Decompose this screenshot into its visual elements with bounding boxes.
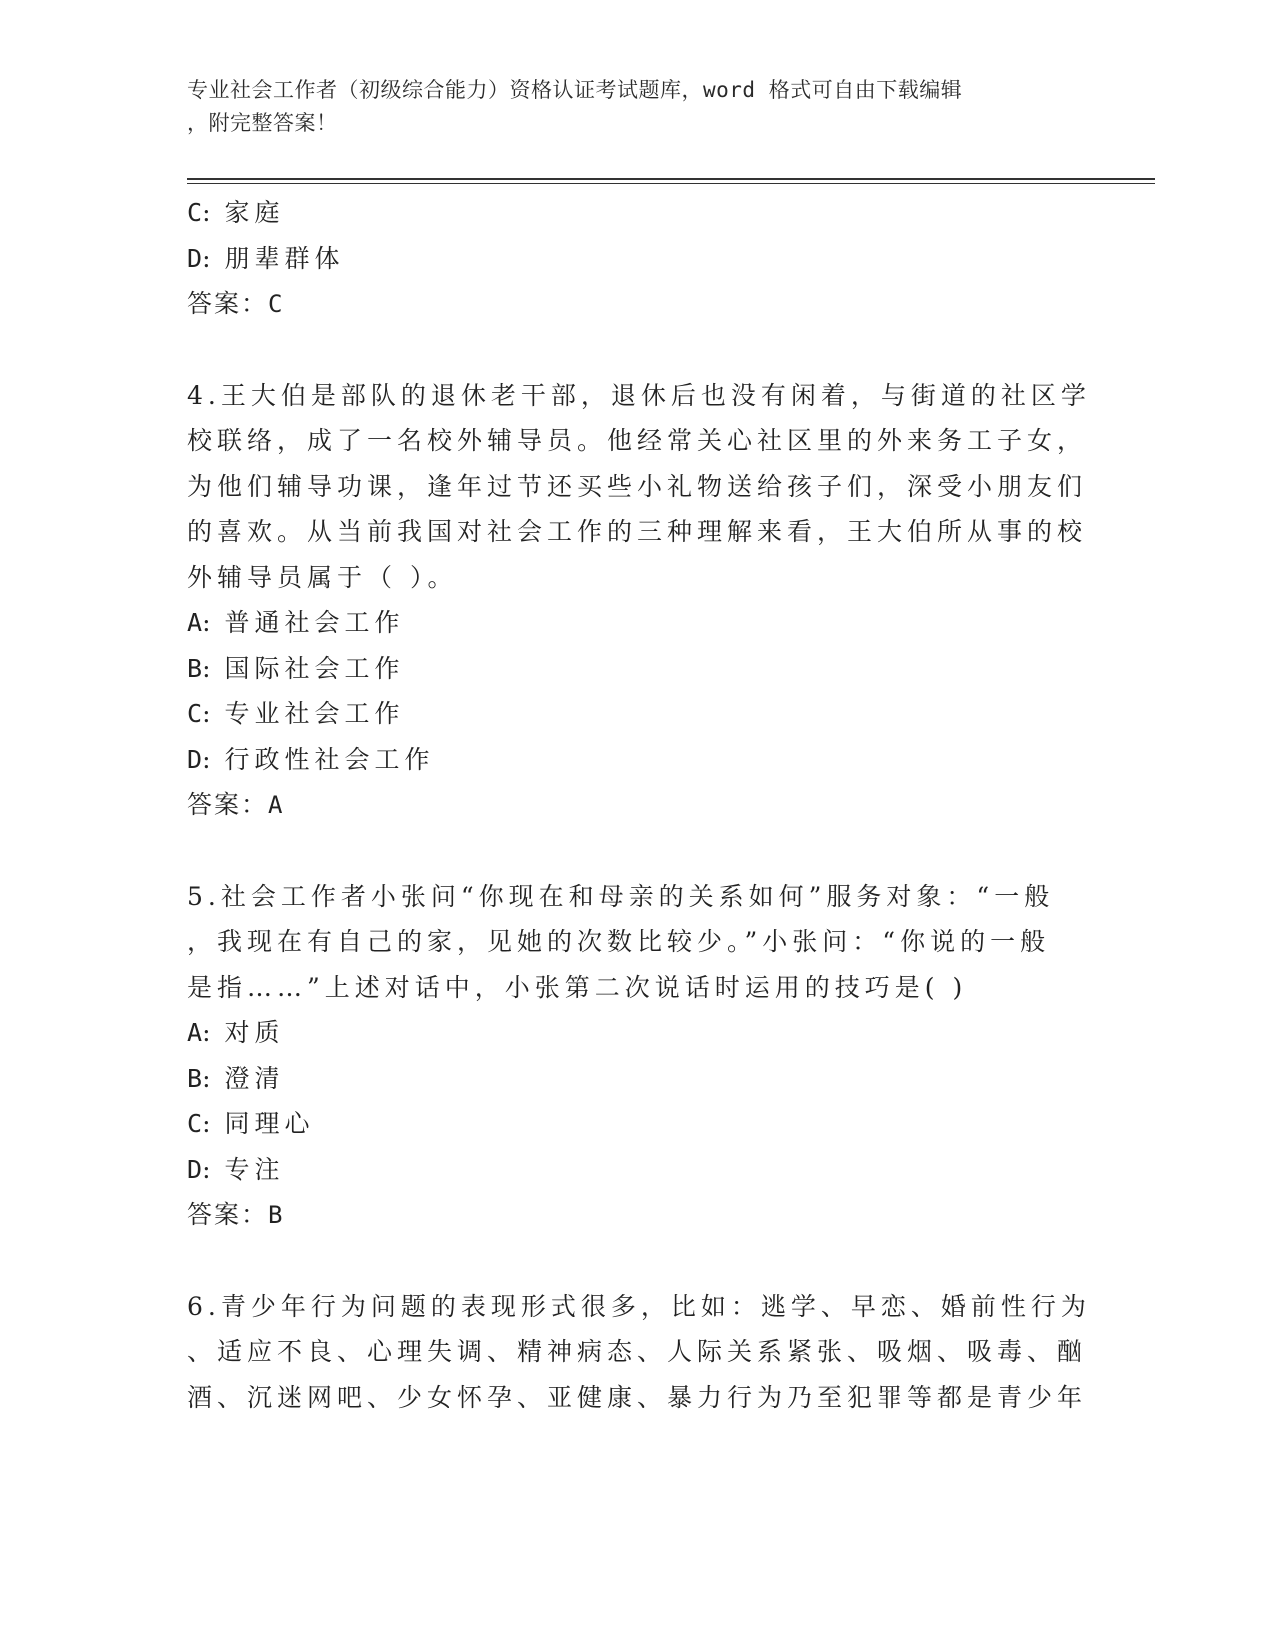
option-text: 普通社会工作 — [224, 608, 405, 637]
option-separator: : — [202, 198, 211, 227]
option-text: 对质 — [224, 1018, 285, 1047]
header-line-2: ，附完整答案！ — [187, 111, 338, 135]
option-text: 澄清 — [224, 1063, 285, 1093]
option-text: 专注 — [224, 1154, 285, 1184]
option-separator: : — [202, 608, 211, 637]
option-letter: D — [187, 1154, 203, 1184]
header-line-1: 专业社会工作者（初级综合能力）资格认证考试题库，word 格式可自由下载编辑 — [187, 78, 963, 102]
option-text: 专业社会工作 — [224, 699, 405, 728]
question-text-line: 的喜欢。从当前我国对社会工作的三种理解来看，王大伯所从事的校 — [187, 517, 1088, 546]
question-text-line: 校联络，成了一名校外辅导员。他经常关心社区里的外来务工子女， — [187, 426, 1088, 455]
question-6 — [187, 1284, 1091, 1421]
question-text-line: 为他们辅导功课，逢年过节还买些小礼物送给孩子们，深受小朋友们 — [187, 471, 1088, 501]
option-text: 家庭 — [224, 198, 285, 227]
answer-value: C — [268, 290, 283, 318]
answer-line — [187, 1192, 1067, 1239]
answer-label: 答案： — [187, 790, 269, 819]
option-letter: A — [187, 1018, 203, 1047]
question-text-line: 外辅导员属于（ ）。 — [187, 562, 458, 592]
option-letter: D — [187, 243, 203, 273]
option-separator: : — [202, 1154, 211, 1184]
option-c — [187, 190, 1067, 236]
option-a — [187, 1010, 1067, 1056]
option-c — [187, 1101, 1067, 1147]
question-text-line: 酒、沉迷网吧、少女怀孕、亚健康、暴力行为乃至犯罪等都是青少年 — [187, 1382, 1088, 1412]
option-d — [187, 1147, 1067, 1193]
option-text: 行政性社会工作 — [224, 744, 435, 774]
answer-label: 答案： — [187, 289, 269, 318]
question-text-line: ，我现在有自己的家，见她的次数比较少。”小张问：“你说的一般 — [187, 927, 1051, 956]
option-d — [187, 236, 1067, 282]
answer-line — [187, 782, 1067, 829]
option-d — [187, 737, 1067, 783]
option-separator: : — [202, 1063, 211, 1093]
option-separator: : — [202, 699, 211, 728]
header-divider-thick — [187, 178, 1155, 180]
answer-label: 答案： — [187, 1200, 269, 1229]
header-divider-thin — [187, 183, 1155, 184]
option-separator: : — [202, 1018, 211, 1047]
option-b — [187, 1056, 1067, 1102]
question-text-line: 是指……”上述对话中，小张第二次说话时运用的技巧是( ) — [187, 972, 968, 1002]
option-a — [187, 600, 1067, 646]
page-header — [187, 74, 1067, 140]
answer-line — [187, 281, 1067, 328]
option-letter: C — [187, 198, 203, 227]
option-letter: C — [187, 699, 203, 728]
question-3-tail — [187, 190, 1067, 328]
question-4 — [187, 373, 1091, 829]
option-separator: : — [202, 243, 211, 273]
question-text-line: 、适应不良、心理失调、精神病态、人际关系紧张、吸烟、吸毒、酗 — [187, 1337, 1088, 1366]
option-text: 国际社会工作 — [224, 653, 405, 683]
question-text-line: 6.青少年行为问题的表现形式很多，比如：逃学、早恋、婚前性行为 — [187, 1291, 1091, 1321]
option-letter: B — [187, 653, 203, 683]
option-c — [187, 691, 1067, 737]
answer-value: A — [268, 791, 283, 819]
option-text: 同理心 — [224, 1109, 315, 1138]
question-text-line: 4.王大伯是部队的退休老干部，退休后也没有闲着，与街道的社区学 — [187, 380, 1091, 410]
option-letter: C — [187, 1109, 203, 1138]
option-text: 朋辈群体 — [224, 243, 345, 273]
question-content — [187, 190, 1091, 1420]
option-separator: : — [202, 744, 211, 774]
question-text-line: 5.社会工作者小张问“你现在和母亲的关系如何”服务对象：“一般 — [187, 881, 1055, 911]
option-separator: : — [202, 653, 211, 683]
answer-value: B — [268, 1201, 283, 1229]
option-letter: B — [187, 1063, 203, 1093]
question-5 — [187, 874, 1067, 1239]
option-separator: : — [202, 1109, 211, 1138]
option-b — [187, 646, 1067, 692]
option-letter: A — [187, 608, 203, 637]
option-letter: D — [187, 744, 203, 774]
